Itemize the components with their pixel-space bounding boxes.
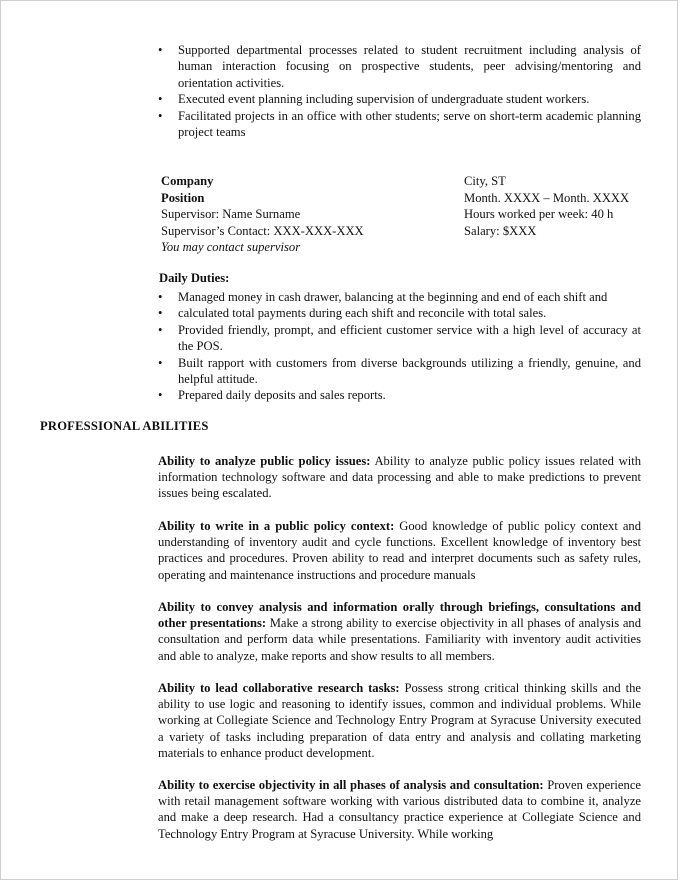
daily-duties-heading: Daily Duties: [159,271,230,285]
job-left-column [161,173,364,256]
ability-text: Good knowledge of public policy context and understanding of inventory audit and cycle functions. Excellent knowledge of inventory best practices and procedures. Proven ability to read and interpret documents such as safety rules, operating and maintenance instructions and procedure manuals [158,519,642,582]
job-hours: Hours worked per week: 40 h [464,207,614,222]
supervisor-contact: Supervisor’s Contact: XXX-XXX-XXX [161,223,364,238]
job-right-column [464,173,629,239]
ability-entry [158,518,641,583]
section-title-professional-abilities: PROFESSIONAL ABILITIES [40,419,209,433]
job-salary: Salary: $XXX [464,223,537,238]
company-name: Company [161,174,214,188]
ability-entry [158,599,641,664]
ability-entry [158,777,641,842]
list-item: • Provided friendly, prompt, and efficient customer service with a high level of accuracy at the POS. [158,322,641,355]
experience-bullet-list [158,42,641,140]
ability-title: Ability to lead collaborative research tasks: [158,681,400,695]
ability-entry [158,453,641,502]
ability-entry [158,680,641,761]
ability-text: Make a strong ability to exercise objectivity in all phases of analysis and consultation and perform data while presentations. Familiarity with inventory audit activities and able to analyze, make reports and show results to all members. [158,616,641,663]
contact-permission: You may contact supervisor [161,240,301,255]
daily-duties-list [158,289,641,404]
list-item: • Executed event planning including supervision of undergraduate student workers. [158,91,641,107]
ability-text: Ability to analyze public policy issues related with information technology software and data processing and able to make predictions to prevent issues being escalated. [158,454,641,501]
ability-title: Ability to write in a public policy context: [158,519,395,533]
ability-text: Proven experience with retail management software working with various distributed data to combine it, analyze and make a deep research. Had a consultancy practice experience at Collegiate Science and Technology Entry Program at Syracuse University. While working [158,778,641,841]
list-item: • Facilitated projects in an office with other students; serve on short-term academic planning project teams [158,108,641,141]
list-item: • Prepared daily deposits and sales reports. [158,387,641,403]
position-title: Position [161,190,205,205]
ability-title: Ability to convey analysis and information orally through briefings, consultations and other presentations: [158,600,641,631]
list-item: • calculated total payments during each shift and reconcile with total sales. [158,305,641,321]
ability-text: Possess strong critical thinking skills and the ability to use logic and reasoning to identify issues, common and individual problems. While working at Collegiate Science and Technology Entry Program at Syracuse University executed a variety of tasks including preparation of data entry and analysis and collating marketing materials to enhance product development. [158,681,642,760]
job-location: City, ST [464,174,506,188]
list-item: • Managed money in cash drawer, balancing at the beginning and end of each shift and [158,289,641,305]
ability-title: Ability to exercise objectivity in all phases of analysis and consultation: [158,778,544,792]
ability-title: Ability to analyze public policy issues: [158,454,371,468]
list-item: • Supported departmental processes related to student recruitment including analysis of human interaction focusing on prospective students, peer advising/mentoring and orientation activities. [158,42,641,91]
list-item: • Built rapport with customers from diverse backgrounds utilizing a friendly, genuine, and helpful attitude. [158,355,641,388]
job-dates: Month. XXXX – Month. XXXX [464,190,630,205]
supervisor-name: Supervisor: Name Surname [161,207,301,222]
